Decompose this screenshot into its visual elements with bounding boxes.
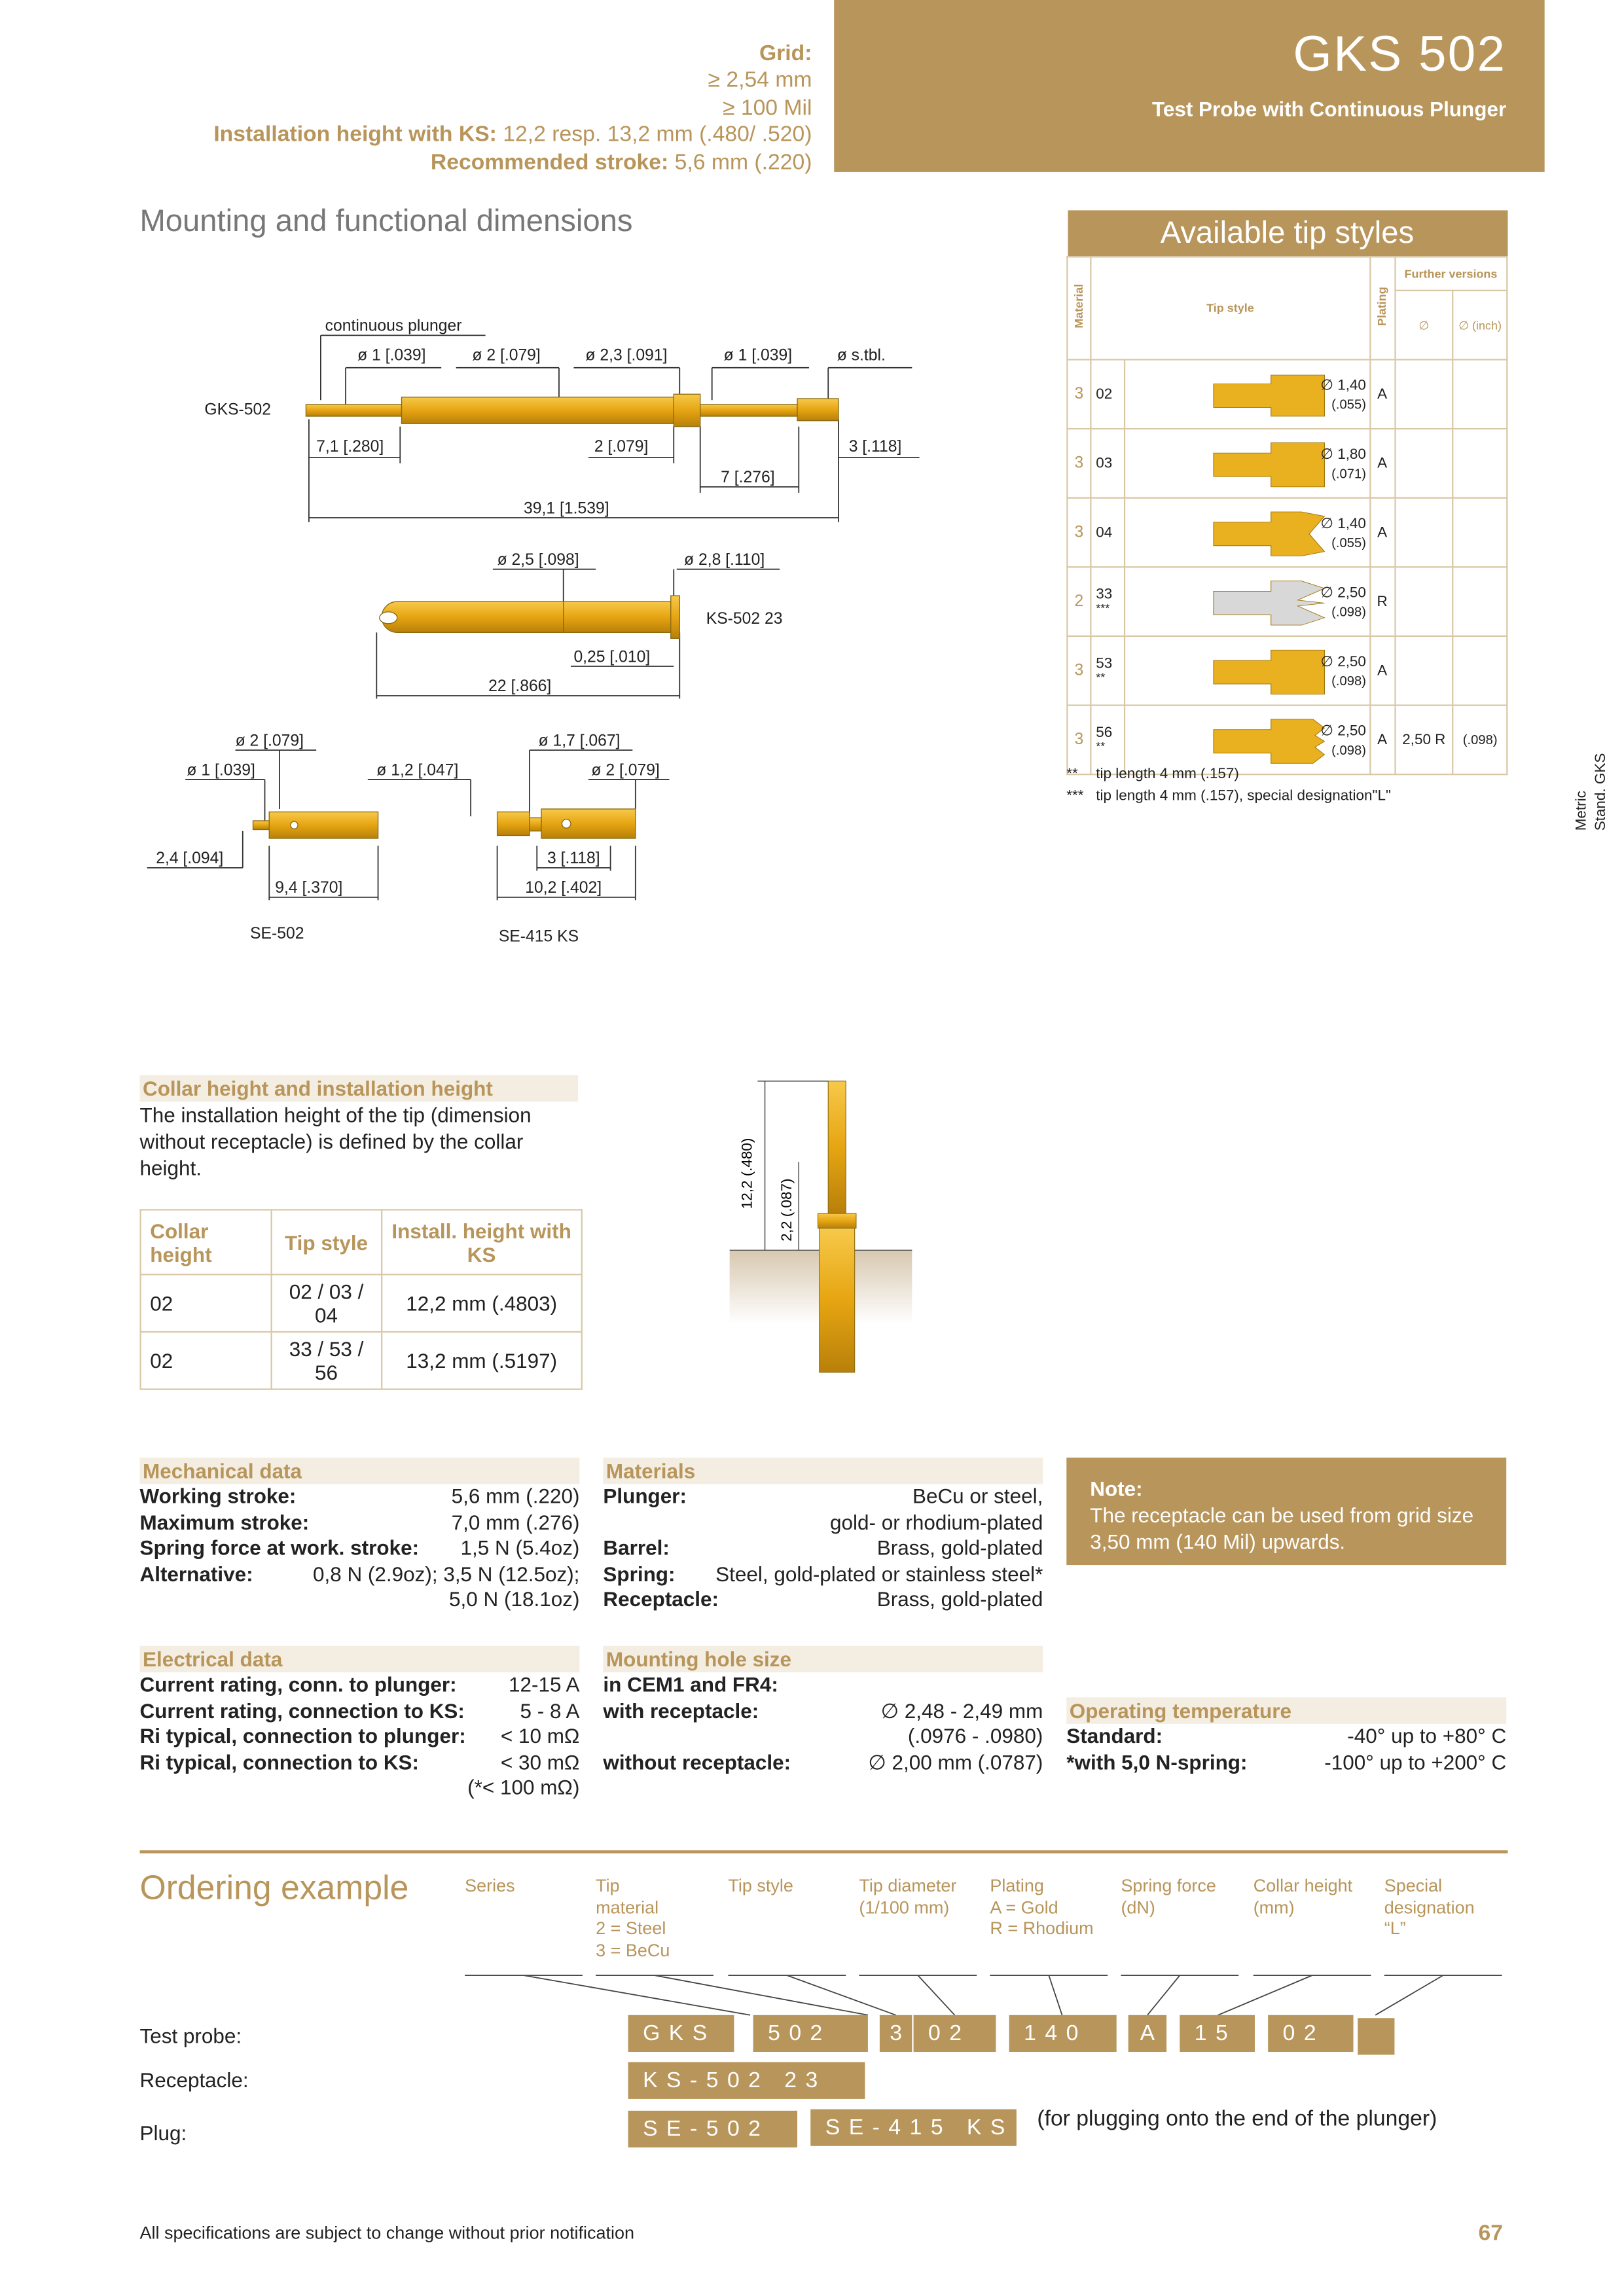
spec-label: Maximum stroke: (139, 1509, 310, 1534)
grid-mm: ≥ 2,54 mm (708, 67, 812, 93)
ordering-column-text: 2 = Steel (596, 1918, 666, 1939)
tip-stars: *** (1096, 601, 1110, 615)
tip-stars: ** (1096, 740, 1106, 753)
material-cell: 3 (1067, 636, 1091, 706)
tip-diameter: ∅ 2,50 (1320, 655, 1366, 671)
further-dia-cell: 2,50 R (1395, 706, 1453, 775)
collar-text: The installation height of the tip (dimension without receptacle) is defined by the collar height. (139, 1103, 532, 1180)
table-cell: 02 / 03 / 04 (272, 1274, 382, 1332)
ks-d2: ø 2,8 [.110] (683, 550, 765, 569)
col-tip-style: Tip style (1091, 257, 1369, 359)
probe-code-segment: 02 (914, 2015, 996, 2052)
tip-diameter-inch: (.098) (1331, 604, 1366, 620)
plug-note: (for plugging onto the end of the plunger) (1037, 2106, 1437, 2132)
spec-value: < 10 mΩ (500, 1723, 580, 1748)
col-inch: ∅ (inch) (1453, 291, 1507, 360)
dim-d4: ø 1 [.039] (723, 346, 793, 365)
temperature-title: Operating temperature (1066, 1697, 1506, 1723)
spec-value: Steel, gold-plated or stainless steel* (715, 1561, 1043, 1585)
tip-diameter: ∅ 1,80 (1320, 447, 1366, 463)
dim-d1: ø 1 [.039] (357, 346, 426, 365)
spec-value: 12-15 A (508, 1672, 580, 1696)
spec-value: BeCu or steel, (912, 1484, 1043, 1508)
tip-code: 03 (1096, 455, 1113, 472)
dim-d2: ø 2 [.079] (472, 346, 541, 365)
se4-l2: 10,2 [.402] (525, 879, 602, 897)
se4-label: SE-415 KS (498, 927, 579, 946)
tip-styles-title: Available tip styles (1067, 210, 1507, 257)
collar-header: Collar height (141, 1210, 272, 1274)
spec-label: in CEM1 and FR4: (603, 1672, 778, 1696)
spec-value: 0,8 N (2.9oz); 3,5 N (12.5oz); (312, 1561, 580, 1585)
probe-code-segment (1358, 2018, 1394, 2054)
page-number: 67 (1478, 2221, 1504, 2246)
spec-value: -40° up to +80° C (1347, 1723, 1507, 1748)
plating-cell: A (1370, 706, 1395, 775)
dim-d5: ø s.tbl. (837, 346, 886, 365)
spec-value: ∅ 2,00 mm (.0787) (868, 1749, 1043, 1774)
tipstyle-header: Tip style (272, 1210, 382, 1274)
material-cell: 3 (1067, 429, 1091, 498)
spec-label: Spring: (603, 1561, 676, 1585)
footnote-text: tip length 4 mm (.157), special designation"L" (1096, 788, 1391, 805)
footer-disclaimer: All specifications are subject to change without prior notification (139, 2222, 635, 2244)
ks-l2: 22 [.866] (488, 677, 552, 696)
material-cell: 3 (1067, 498, 1091, 567)
install-header: Install. height with KS (381, 1210, 581, 1274)
spec-value: 1,5 N (5.4oz) (460, 1535, 580, 1560)
spec-value: 7,0 mm (.276) (451, 1509, 580, 1534)
further-inch-cell: (.098) (1453, 706, 1507, 775)
ordering-column-text: Tip diameter (859, 1875, 957, 1896)
spec-label: Receptacle: (603, 1587, 719, 1611)
dim-l4: 7 [.276] (721, 469, 775, 487)
probe-code-segment: 3 (880, 2015, 912, 2052)
spec-label: Spring force at work. stroke: (139, 1535, 420, 1560)
mechanical-title: Mechanical data (139, 1458, 579, 1484)
probe-code-segment: 15 (1180, 2015, 1255, 2052)
spec-value: Brass, gold-plated (876, 1587, 1043, 1611)
plunger-label: continuous plunger (325, 317, 462, 335)
ordering-column-text: Special (1384, 1875, 1443, 1896)
stroke-value: 5,6 mm (.220) (674, 150, 812, 175)
plug-code-se415: SE-415 KS (810, 2109, 1017, 2146)
probe-code-segment: GKS (628, 2015, 734, 2052)
ordering-title: Ordering example (139, 1868, 409, 1907)
inst-height-2: 2,2 (.087) (778, 1178, 795, 1242)
spec-value: gold- or rhodium-plated (830, 1509, 1043, 1534)
table-cell: 02 (141, 1332, 272, 1390)
spec-label: Barrel: (603, 1535, 670, 1560)
table-cell: 12,2 mm (.4803) (381, 1274, 581, 1332)
ordering-column-text: “L” (1384, 1918, 1406, 1939)
plating-cell: A (1370, 498, 1395, 567)
side-metric: Metric (1574, 791, 1591, 831)
install-value: 12,2 resp. 13,2 mm (.480/ .520) (503, 122, 812, 147)
ks-d1: ø 2,5 [.098] (497, 550, 579, 569)
tip-code: 53 (1096, 656, 1113, 673)
spec-label: Alternative: (139, 1561, 253, 1585)
tip-diameter-inch: (.055) (1331, 535, 1366, 550)
materials-title: Materials (603, 1458, 1043, 1484)
mounting-hole-title: Mounting hole size (603, 1646, 1043, 1672)
spec-label: Current rating, connection to KS: (139, 1698, 465, 1722)
footnote-mark: *** (1066, 788, 1084, 805)
grid-label: Grid: (759, 41, 812, 67)
note-text: The receptacle can be used from grid size 3,50 mm (140 Mil) upwards. (1090, 1503, 1474, 1554)
se4-d2: ø 1,2 [.047] (376, 761, 459, 780)
footnote-mark: ** (1066, 766, 1078, 783)
material-cell: 3 (1067, 359, 1091, 429)
plating-cell: A (1370, 636, 1395, 706)
spec-value: 5 - 8 A (520, 1698, 580, 1722)
ordering-column-text: 3 = BeCu (596, 1939, 670, 1960)
tip-code: 33 (1096, 586, 1113, 603)
mounting-title: Mounting and functional dimensions (139, 204, 633, 239)
se4-d1: ø 1,7 [.067] (538, 732, 621, 750)
tip-diameter-inch: (.098) (1331, 673, 1366, 689)
spec-label: Current rating, conn. to plunger: (139, 1672, 457, 1696)
probe-code-segment: A (1128, 2015, 1166, 2052)
se-d1: ø 2 [.079] (235, 732, 304, 750)
inst-height-1: 12,2 (.480) (738, 1138, 755, 1210)
spec-label: Plunger: (603, 1484, 687, 1508)
col-material: Material (1072, 284, 1086, 329)
spec-value: < 30 mΩ (500, 1749, 580, 1774)
col-dia: ∅ (1395, 291, 1453, 360)
ordering-column-text: designation (1384, 1896, 1475, 1918)
plating-cell: A (1370, 359, 1395, 429)
install-label: Installation height with KS: (213, 122, 497, 147)
ks-label: KS-502 23 (706, 609, 783, 628)
se4-l1: 3 [.118] (547, 850, 600, 868)
se-l1: 2,4 [.094] (156, 850, 224, 868)
material-cell: 2 (1067, 567, 1091, 636)
ordering-column-text: Tip (596, 1875, 620, 1896)
ordering-column-text: (mm) (1253, 1896, 1295, 1918)
tip-diameter-inch: (.098) (1331, 742, 1366, 758)
tip-stars: ** (1096, 670, 1106, 684)
spec-value: 5,0 N (18.1oz) (449, 1587, 580, 1611)
probe-code-segment: 02 (1268, 2015, 1353, 2052)
electrical-title: Electrical data (139, 1646, 579, 1672)
tip-diameter: ∅ 1,40 (1320, 378, 1366, 395)
probe-code-segment: 502 (753, 2015, 868, 2052)
spec-label: *with 5,0 N-spring: (1066, 1749, 1248, 1774)
table-cell: 13,2 mm (.5197) (381, 1332, 581, 1390)
gks-label: GKS-502 (204, 401, 272, 419)
plug-label: Plug: (139, 2121, 187, 2145)
tip-diameter: ∅ 2,50 (1320, 723, 1366, 740)
se-d2: ø 1 [.039] (187, 761, 255, 780)
footnote-text: tip length 4 mm (.157) (1096, 766, 1239, 783)
plating-cell: R (1370, 567, 1395, 636)
ks-l1: 0,25 [.010] (573, 648, 651, 666)
table-cell: 33 / 53 / 56 (272, 1332, 382, 1390)
product-title: GKS 502 (1293, 26, 1507, 82)
grid-mil: ≥ 100 Mil (722, 96, 812, 121)
ordering-column-text: Series (465, 1875, 515, 1896)
note-title: Note: (1090, 1477, 1143, 1501)
ordering-column-text: Tip style (728, 1875, 793, 1896)
spec-value: (*< 100 mΩ) (467, 1775, 580, 1799)
dim-l1: 7,1 [.280] (316, 437, 384, 456)
spec-label: Ri typical, connection to plunger: (139, 1723, 466, 1748)
dim-d3: ø 2,3 [.091] (585, 346, 668, 365)
collar-title: Collar height and installation height (139, 1075, 578, 1102)
tip-code: 04 (1096, 524, 1113, 541)
tip-code: 02 (1096, 386, 1113, 403)
ordering-column-text: material (596, 1896, 659, 1918)
stroke-label: Recommended stroke: (430, 150, 669, 175)
spec-value: (.0976 - .0980) (907, 1723, 1043, 1748)
spec-value: 5,6 mm (.220) (451, 1484, 580, 1508)
tip-code: 56 (1096, 725, 1113, 742)
ordering-column-text: R = Rhodium (990, 1918, 1094, 1939)
col-further: Further versions (1395, 257, 1507, 291)
side-standard: Stand. GKS (1593, 753, 1610, 831)
table-cell: 02 (141, 1274, 272, 1332)
ordering-column-text: (1/100 mm) (859, 1896, 950, 1918)
tip-diameter-inch: (.055) (1331, 397, 1366, 412)
ordering-column-text: Plating (990, 1875, 1044, 1896)
dim-l2: 2 [.079] (594, 437, 649, 456)
dim-l5: 39,1 [1.539] (524, 499, 609, 518)
ordering-column-text: Collar height (1253, 1875, 1353, 1896)
receptacle-code: KS-502 23 (628, 2062, 865, 2099)
spec-label: Working stroke: (139, 1484, 297, 1508)
product-subtitle: Test Probe with Continuous Plunger (1151, 97, 1507, 121)
col-plating: Plating (1375, 287, 1389, 327)
ordering-column-text: A = Gold (990, 1896, 1058, 1918)
spec-value: ∅ 2,48 - 2,49 mm (880, 1698, 1043, 1722)
se-l2: 9,4 [.370] (275, 879, 343, 897)
test-probe-label: Test probe: (139, 2024, 242, 2048)
spec-label: Standard: (1066, 1723, 1163, 1748)
probe-code-segment: 140 (1009, 2015, 1117, 2052)
spec-value: Brass, gold-plated (876, 1535, 1043, 1560)
se4-d3: ø 2 [.079] (591, 761, 660, 780)
se-label: SE-502 (250, 924, 304, 942)
tip-diameter: ∅ 2,50 (1320, 585, 1366, 602)
dim-l3: 3 [.118] (848, 437, 902, 456)
tip-diameter-inch: (.071) (1331, 466, 1366, 481)
material-cell: 3 (1067, 706, 1091, 775)
spec-label: without receptacle: (603, 1749, 791, 1774)
plating-cell: A (1370, 429, 1395, 498)
ordering-column-text: Spring force (1121, 1875, 1216, 1896)
spec-label: Ri typical, connection to KS: (139, 1749, 420, 1774)
tip-diameter: ∅ 1,40 (1320, 516, 1366, 533)
spec-value: -100° up to +200° C (1324, 1749, 1507, 1774)
plug-code-se502: SE-502 (628, 2111, 797, 2147)
ordering-column-text: (dN) (1121, 1896, 1155, 1918)
spec-label: with receptacle: (603, 1698, 759, 1722)
receptacle-label: Receptacle: (139, 2068, 249, 2092)
